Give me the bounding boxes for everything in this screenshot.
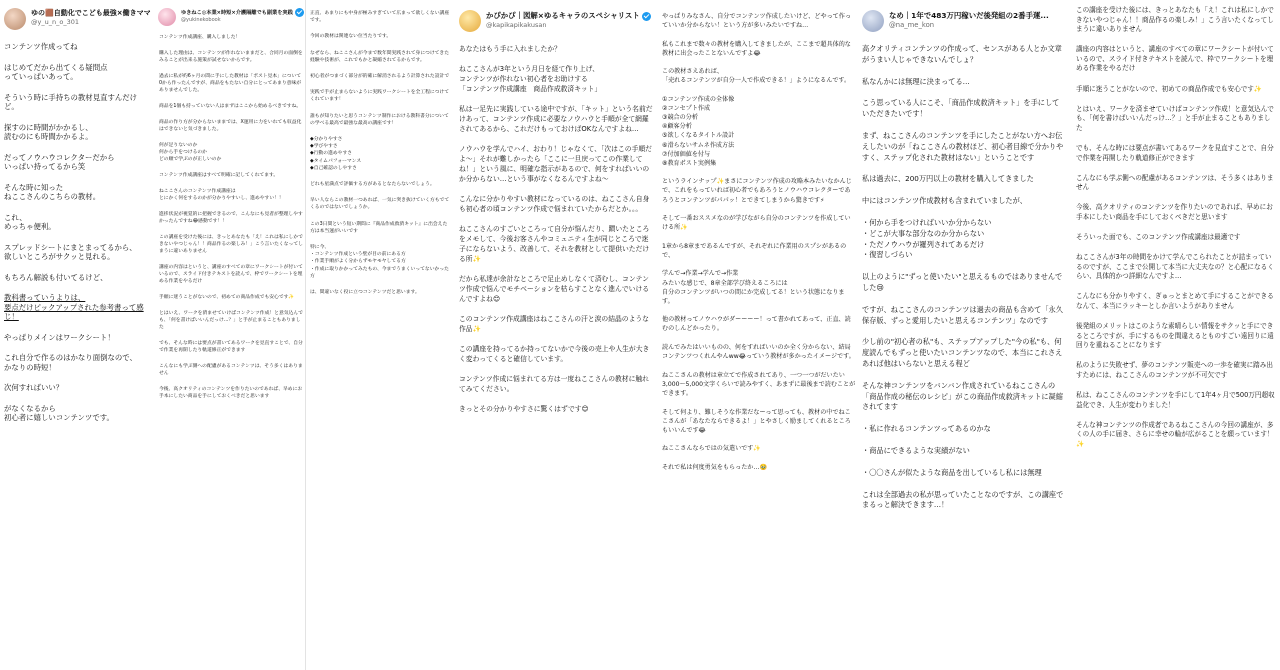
post-paragraph: この教材さえあれば、 「売れるコンテンツが自分一人で作成できる！」ようになるんです。 [662, 68, 851, 85]
post-paragraph: ねここさんが3年という月日を経て作り上げ、 コンテンツが作れない初心者をお助けする 「コンテンツ作成講座 商品作成救済キット」 [459, 65, 602, 93]
post-paragraph: やっぱりみなさん、自分でコンテンツ作成したいけど、どやって作っていいか分からない！という方が多いみたいですね… [662, 13, 851, 30]
post-body [862, 44, 1064, 511]
avatar[interactable] [158, 8, 176, 26]
post-paragraph: 少し前の"初心者の私"も、ステップアップした"今の私"も、何度読んでもずっと使いたいコンテンツなので、本当にこれさえあれば他はいらないと思える程ど [862, 337, 1063, 368]
verified-badge-icon [295, 8, 304, 17]
post-paragraph: 今後、高クオリティのコンテンツを作りたいのであれば、早めにお手本にしたい商品を手にしておくべきだと思います [1076, 203, 1273, 221]
post-paragraph: 私もこれまで数々の教材を購入してきましたが、ここまで超具体的な教材に出会ったことないんですよ😂 [662, 40, 851, 57]
post-body [662, 12, 856, 472]
post-paragraph: ねここさんのすごいところって自分が悩んだり、躓いたところをメモして、今後お客さんやコミュニティ生が同じところで迷子にならないよう、改善して、それを教材として提供いただける所✨ [459, 225, 650, 263]
post-body [310, 10, 450, 296]
post-paragraph: 過去に私が約6ヶ月の間に手にした教材は「ポスト見本」について0から作ったんですが、商品をもたない自分にとってあまり意味がありませんでした。 [159, 74, 302, 93]
post-paragraph: ねここさんの教材は章立てで作成されてあり、一つ一つがだいたい3,000〜5,000文字くらいで読みやすく、あまずに最後まで読むことができます。 [662, 371, 856, 397]
post-paragraph: ねここさんが3年の時間をかけて学んでこられたことが詰まっているのですが、ここまで公開して本当に大丈夫なの？と心配になるくらい、具体的かつ詳細なんですよ… [1076, 253, 1274, 281]
post-paragraph: この講座を持ってるか持ってないかで今後の売上や人生が大きく変わってくると確信しています。 [459, 345, 650, 363]
post-header [862, 10, 1066, 32]
author-handle[interactable]: @y_u_n_o_301 [31, 18, 79, 26]
post-paragraph: コンテンツ作成に悩まれてる方は一度ねここさんの教材に触れてみてください。 [459, 375, 649, 393]
post-paragraph: だってノウハウコレクターだから いっぱい持ってるから笑 [4, 152, 115, 171]
post-paragraph: スプレッドシートにまとまってるから、 欲しいところがサクッと見れる。 [4, 242, 137, 261]
post-body [459, 44, 653, 414]
post-paragraph: ねここさんのコンテンツ作成講座は とにかく何をするのかが分かりやすいし、進めやすい！！ [159, 189, 284, 201]
post-paragraph: 私は過去に、200万円以上の教材を購入してきました [862, 174, 1034, 184]
post-card-name [858, 0, 1066, 670]
post-paragraph: そういった面でも、このコンテンツ作成講座は最適です [1076, 233, 1241, 241]
post-paragraph: こう思っている人にこそ、「商品作成救済キット」を手にしていただきたいです！ [862, 98, 1060, 119]
post-paragraph: ・何から手をつければいいか分からない ・どこが大事な部分なのか分からない ・ただノウハウが羅列されてあるだけ ・復習しづらい [862, 217, 992, 260]
post-paragraph: きっとその分かりやすさに驚くはずです😊 [459, 405, 589, 413]
post-paragraph: そんな神コンテンツをバンバン作成されているねここさんの「商品作成の秘伝のレシピ」がこの商品作成救済キットに凝縮されてます [862, 380, 1063, 412]
post-paragraph: とはいえ、ワークを済ませていけばコンテンツ作成！と意気込んでも、「何を書けばいいんだっけ…？」と手が止まることもありました [1076, 104, 1274, 132]
post-paragraph: そんな神コンテンツの作成者であるねここさんの今回の講座が、多くの人の手に届き、さらに幸せの輪が広がることを願っています！✨ [1076, 420, 1274, 448]
author-name[interactable]: なめ｜1年で483万円稼いだ後発組の2番手運... [889, 11, 1049, 20]
author-name[interactable]: かぴかぴ｜図解×ゆるキャラのスペシャリスト [486, 11, 640, 20]
post-paragraph: 商品を1個も持っていない人はまずはここから始めるべきですね。 [159, 104, 302, 109]
post-paragraph: これは全部過去の私が思っていたことなのですが、この講座でまるっと解決できます…！ [862, 489, 1064, 510]
post-paragraph: こんなにも学ぶ側への配慮があるコンテンツは、そう多くはありません [159, 364, 303, 376]
post-paragraph: 誰もが知りたいと思うコンテンツ制作における教科書分についての学べる最高で最強な最高の講座です！ [310, 113, 449, 126]
post-paragraph: そして何より、難しそうな作業だなーって思っても、教材の中でねここさんが「あなたならできるよ！」とやさしく励ましてくれるところもいいんです😂 [662, 408, 851, 434]
post-paragraph: 後発組のメリットはこのような素晴らしい情報をサクッと手にできるところですが、手にするものを間違えるとものすごい遠回りに遠回りを重ねることになります [1076, 322, 1274, 350]
avatar[interactable] [459, 10, 481, 32]
post-body [1076, 6, 1276, 450]
post-paragraph: というラインナップ✨まさにコンテンツ作成の攻略本みたいなかんじで、これをもっていれば初心者でもあろうとノウハウコレクターであろうとコンテンツがパパッ！とできてしまうから驚きです⚡ [662, 178, 852, 204]
post-paragraph: でも、そんな時には要点が書いてあるワークを見直すことで、自分で作業を再開したり軌道修正ができます [1076, 143, 1274, 162]
post-paragraph: とはいえ、ワークを済ませていけばコンテンツ作成！と意気込んでも、「何を書けばいいんだっけ…？」と手が止まることもありました [159, 311, 303, 330]
post-paragraph: 次何すればいい？ [4, 383, 64, 392]
post-paragraph: 初心者がつまづく部分が的確に解消されるよう計算された設計で [310, 74, 450, 80]
post-paragraph: だから私達が余計なところで足止めしなくて済むし、コンテンツ作成で悩んでモチベーションを枯らすことなく進んでいけるんですよね😊 [459, 275, 650, 303]
post-paragraph: 今後、高クオリティのコンテンツを作りたいのであれば、早めにお手本にしたい商品を手にしておくべきだと思います [159, 387, 303, 399]
post-paragraph: やっぱりメインはワークシート！ [4, 332, 115, 342]
author-handle[interactable]: @kapikapikakusan [486, 21, 547, 29]
post-paragraph: こんなにも学ぶ側への配慮があるコンテンツは、そう多くはありません [1076, 173, 1274, 192]
post-paragraph: 正直、あまりにも中身が極みすぎていて広まって欲しくない講座です。 [310, 11, 450, 24]
post-paragraph: は、間違いなく役に立つコンテンツだと思います。 [310, 290, 420, 296]
post-paragraph: 中にはコンテンツ作成教材も含まれていましたが、 [862, 196, 1027, 206]
post-body [159, 34, 304, 400]
post-paragraph: この講座を受けた後には、きっとあなたも「え！これは私にしかできないやつじゃん！！商品作るの楽しみ！」こう言いたくなってしまうに違いありません [1076, 6, 1274, 34]
post-paragraph: このコンテンツ作成講座はねここさんの汗と涙の結晶のような作品✨ [459, 315, 649, 333]
post-paragraph: もちろん解説も付いてるけど、 [4, 272, 108, 282]
post-paragraph-underlined: 教科書っていうよりは、 要点だけピックアップされた参考書って感じ！ [4, 293, 144, 321]
author-name[interactable]: ゆの🟫自動化でこども最強×働きママ [31, 9, 151, 17]
post-paragraph: 購入した理由は、コンテンツが作れないままだと、合同月の面倒をみることが出来る施策が試せないからです。 [159, 51, 303, 63]
post-paragraph: 以上のように"ずっと使いたい"と思えるものではありませんでした😢 [862, 272, 1063, 292]
post-paragraph: ①コンテンツ作成の全体像 ②コンセプト作成 ③競合の分析 ④顧客分析 ⑤欲しくなるタイトル設計 ⑥滑らないサムネ作成方法 ⑦付加価値を付与 ⑧教育ポスト実例集 [662, 96, 735, 167]
post-paragraph: 私は、ねここさんのコンテンツを手にして1年4ヶ月で500万円超収益化でき、人生が変わりました！ [1076, 391, 1275, 409]
post-paragraph: がなくなるから 初心者に嬉しいコンテンツです。 [4, 403, 114, 422]
post-paragraph: 今回の教材は関連ない位当たりです。 [310, 34, 392, 40]
avatar[interactable] [4, 8, 26, 30]
post-header [158, 8, 305, 26]
author-name[interactable]: ゆきねこ◎本業×時短×介護隔離でも副業を実践 [181, 10, 293, 16]
post-paragraph: 1章から8章まであるんですが、それぞれに作業用のスプシがあるので、 [662, 242, 847, 259]
post-paragraph: 実践で手が止まらないように実践ワークシートを全工程につけてくれています！ [310, 90, 450, 103]
post-paragraph: ノウハウを学んでハイ、おわり！じゃなくて、「次はこの手順だよ〜」それが難しかったら「ここに一旦戻ってこの作業してね！」という風に、明確な指示があるので、何をすればいいのか分からない…という事がなくなるんですよね〜 [459, 145, 652, 183]
post-paragraph: これ、 めっちゃ便利。 [4, 212, 56, 231]
post-paragraph: 講座の内容はというと、講座のすべての章にワークシートが付いているので、スライド付きテキストを読んで、枠でワークシートを埋める作業をやるだけ [159, 265, 303, 284]
verified-badge-icon [642, 12, 651, 21]
author-handle[interactable]: @na_me_kon [889, 21, 935, 29]
post-paragraph: 他の教材ってノウハウがダーーーー！って書かれてあって、正直、読むのしんどかったり。 [662, 316, 851, 333]
post-body [4, 42, 150, 423]
post-paragraph: 読んでみたはいいものの、何をすればいいのか全く分からない、結局コンテンツつくれんやんww😂っていう教材が多かったイメージです。 [662, 344, 855, 361]
post-header [459, 10, 655, 32]
post-header [4, 8, 152, 30]
post-paragraph: 何が足りないのか 何から手をつけるのか どの順で学ぶのが正しいのか [159, 143, 222, 162]
post-paragraph: コンテンツ作成講座、購入しました！ [159, 35, 241, 40]
post-paragraph: 学んで→作業→学んで→作業 みたいな感じで、8章全部学び終えるころには 自分のコンテンツがいつの間にか完成してる！という状態になります。 [662, 270, 845, 305]
post-paragraph: この3日間という短い期間に『商品作成救済キット』に出会えた方は本当運がいいです [310, 221, 448, 234]
post-paragraph: でも、そんな時には要点が書いてあるワークを見直すことで、自分で作業を再開したり軌道修正ができます [159, 341, 303, 353]
post-paragraph: どれも星満点で評価する方があるとなたらないでしょう。 [310, 182, 435, 188]
post-paragraph: 私のように失敗せず、夢のコンテンツ販売への一歩を確実に踏み出すためには、ねここさんのコンテンツが不可欠です [1076, 361, 1273, 379]
post-paragraph: 手順に迷うことがないので、初めての商品作成でも安心です✨ [1076, 84, 1263, 93]
post-card-yuno [0, 0, 152, 670]
post-paragraph: 手順に迷うことがないので、初めての商品作成でも安心です✨ [159, 295, 295, 300]
post-card-continuation [658, 0, 858, 670]
post-paragraph: 私なんかには無理に決まってる… [862, 76, 970, 86]
post-paragraph: こんなに分かりやすい教材になっているのは、ねここさん自身も初心者の頃コンテンツ作成で悩まれていたからだとか。。。 [459, 195, 650, 213]
post-paragraph: 講座の内容はというと、講座のすべての章にワークシートが付いているので、スライド付きテキストを読んで、枠でワークシートを埋める作業をやるだけ [1076, 45, 1274, 73]
post-paragraph: 進捗状況が視覚的に把握できるので、こんなにも見者が整理しやすかったんですね😂感動です！！ [159, 212, 303, 224]
post-paragraph: ・〇〇さんが似たような商品を出しているし私には無理 [862, 467, 1042, 477]
post-paragraph: そんな時に知った ねここさんのこちらの教材。 [4, 182, 101, 201]
post-paragraph: 高クオリティコンテンツの作成って、センスがある人とか文章がうまい人じゃできないんでしょ？ [862, 44, 1062, 64]
post-card-continuation [1070, 0, 1280, 670]
post-paragraph: まず、ねここさんのコンテンツを手にしたことがない方へお伝えしたいのが「ねここさんの教材ほど、初心者目線で分かりやすく、ステップ化された教材はない」ということです [862, 130, 1064, 162]
post-paragraph: それで私は何度勇気をもらったか…🥹 [662, 463, 768, 471]
post-paragraph: 探すのに時間がかかるし、 読むのにも時間かかるよ。 [4, 122, 93, 141]
post-paragraph: ・私に作れるコンテンツってあるのかな [862, 424, 991, 434]
post-paragraph: ◆分かりやすさ ◆学びやすさ ◆行動の進めやすさ ◆タイムパフォーマンス ◆自己確認のしやすさ [310, 137, 362, 171]
post-paragraph: ですが、ねここさんのコンテンツは過去の商品も含めて「永久保存版、ずっと愛用したいと思えるコンテンツ」なのです [862, 304, 1063, 325]
avatar[interactable] [862, 10, 884, 32]
post-paragraph: コンテンツ作成講座はすべて明確に記してくれてます。 [159, 173, 279, 178]
post-card-kapikapi [455, 0, 655, 670]
post-paragraph: 私は一足先に実践している途中ですが、「キット」という名前だけあって、コンテンツ作成に必要なノウハウと手順が全て網羅されてあるから、これだけもっておけばOKなんですよね… [459, 105, 653, 133]
post-card-continuation [306, 0, 452, 670]
post-paragraph: この講座を受けた後には、きっとあなたも「え！これは私にしかできないやつじゃん！！商品作るの楽しみ！」こう言いたくなってしまうに違いありません [159, 235, 303, 254]
post-paragraph: 特に今、 ・コンテンツ作成という壁が目の前にある方 ・作業手順がよく分からずモヤモヤしてる方 ・作成に取りかかってみたもの、今までうまくいってないかった方 [310, 245, 449, 279]
author-handle[interactable]: @yukinekobook [181, 17, 221, 23]
post-paragraph: これ自分で作るのはかなり面倒なので、 かなりの時短！ [4, 353, 137, 372]
post-paragraph: あなたはもう手に入れましたか？ [459, 45, 561, 53]
post-paragraph: なぜなら、ねここさんが今まで数年間実践されて身につけてきた経験や技術が、これでもかと凝縮されてるからです。 [310, 50, 450, 63]
post-card-yukineko [156, 0, 306, 670]
post-paragraph: そういう時に手持ちの教材見直すんだけど。 [4, 92, 138, 111]
post-paragraph: 早い人ならこの教材一つあれば、一気に突き抜けていく方もでてくるのではないでしょうか。 [310, 198, 450, 211]
post-paragraph: 商品の作り方が分からないままでは、X運用に力をいれても収益化はできないと気づきました。 [159, 120, 302, 132]
post-paragraph: こんなにも分かりやすく、ぎゅっとまとめて手にすることができるなんて、本当にラッキーとしか言いようがありません [1076, 292, 1274, 310]
post-paragraph: ねここさんならではの気遣いです✨ [662, 445, 761, 453]
post-paragraph: そして一番おススメなのが学びながら自分のコンテンツを作成していける所✨ [662, 215, 851, 232]
post-paragraph: はじめてだから出てくる疑問点 っていっぱいあって。 [4, 62, 108, 81]
post-paragraph: ・商品にできるような実績がない [862, 445, 970, 455]
post-paragraph: コンテンツ作成ってね [4, 42, 78, 51]
